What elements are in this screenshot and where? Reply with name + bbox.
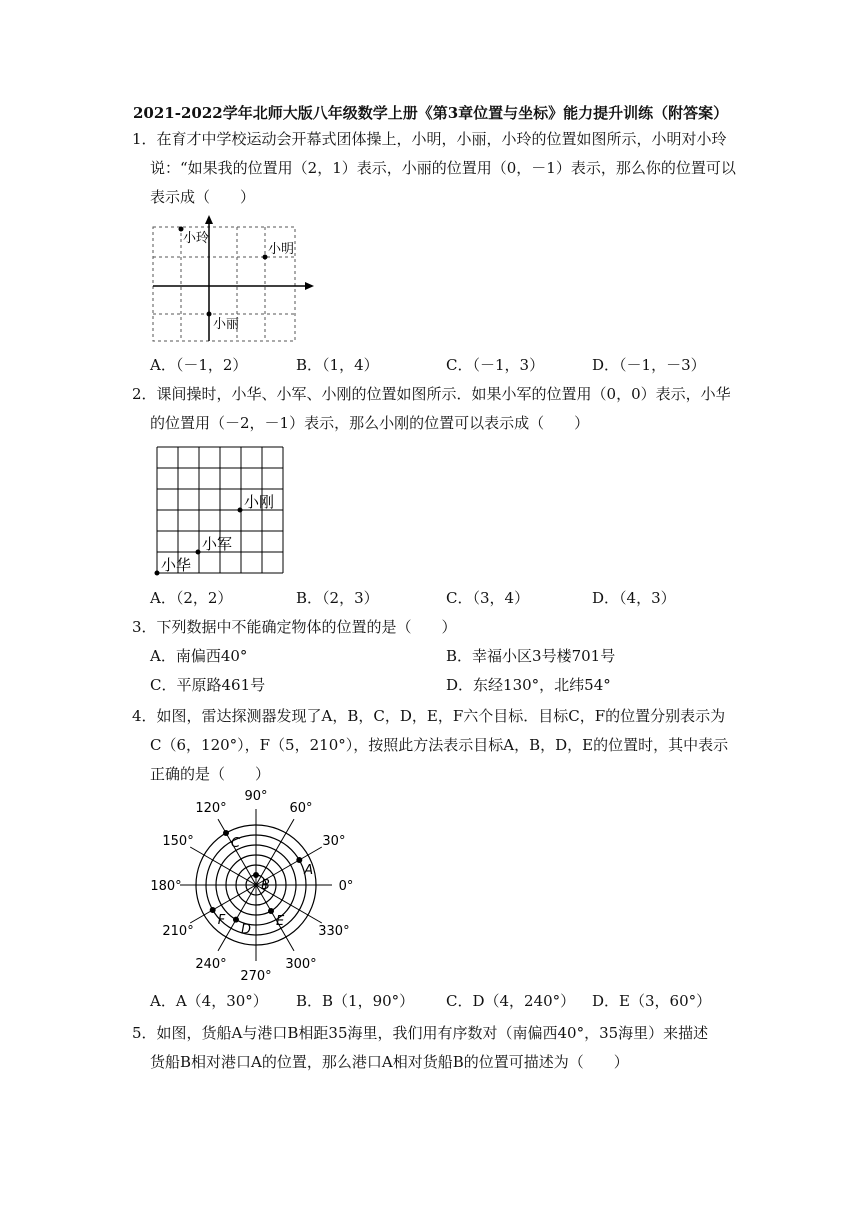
q2-stem-line1: 2．课间操时，小华、小军、小刚的位置如图所示．如果小军的位置用（0，0）表示，小华 [132,385,731,403]
q1-label-xiaoli: 小丽 [213,317,240,332]
q2-option-d: D．（4，3） [592,589,676,607]
q3-option-a: A．南偏西40° [150,647,248,665]
radar-target-label: F [217,913,226,928]
q2-label-xiaogang: 小刚 [244,493,275,511]
radar-angle-label: 90° [244,789,268,804]
q3-stem-line1: 3．下列数据中不能确定物体的位置的是（ ） [132,618,457,636]
q1-stem-line2: 说：“如果我的位置用（2，1）表示，小丽的位置用（0，－1）表示，那么你的位置可以 [150,159,736,177]
q2-figure-grid [150,440,290,580]
q1-stem-line1: 1．在育才中学校运动会开幕式团体操上，小明，小丽，小玲的位置如图所示，小明对小玲 [132,130,727,148]
q1-option-d: D．（－1，－3） [592,356,706,374]
radar-target-label: C [231,836,241,852]
page-title: 2021-2022学年北师大版八年级数学上册《第3章位置与坐标》能力提升训练（附答案） [133,104,729,122]
q2-option-a: A．（2，2） [150,589,233,607]
q1-label-xiaoming: 小明 [268,242,295,257]
radar-target-label: A [304,863,314,878]
radar-angle-label: 180° [150,879,182,894]
q4-radar-figure [150,790,365,985]
q4-stem-line3: 正确的是（ ） [150,765,271,783]
radar-target-label: D [241,922,252,938]
radar-angle-label: 150° [162,834,194,849]
q1-option-b: B．（1，4） [296,356,379,374]
radar-angle-label: 30° [322,834,346,849]
q5-stem-line2: 货船B相对港口A的位置，那么港口A相对货船B的位置可描述为（ ） [150,1053,629,1071]
radar-angle-label: 330° [318,924,350,939]
q1-option-c: C．（－1，3） [446,356,545,374]
q2-option-c: C．（3，4） [446,589,530,607]
radar-angle-label: 240° [195,956,227,972]
radar-target-label: E [276,913,285,929]
q3-option-d: D．东经130°，北纬54° [446,676,611,694]
radar-angle-label: 0° [338,879,354,894]
q4-option-c: C．D（4，240°） [446,992,576,1010]
radar-angle-label: 60° [289,801,313,817]
q1-label-xiaoling: 小玲 [183,231,210,246]
q2-label-xiaohua: 小华 [161,556,192,574]
q1-stem-line3: 表示成（ ） [150,188,256,206]
q2-option-b: B．（2，3） [296,589,379,607]
q2-label-xiaojun: 小军 [202,535,233,553]
q4-option-a: A．A（4，30°） [150,992,268,1010]
radar-target-point [210,907,216,913]
radar-target-point [296,857,302,863]
radar-angle-label: 300° [285,956,317,972]
q4-option-b: B．B（1，90°） [296,992,415,1010]
q3-option-c: C．平原路461号 [150,676,266,694]
radar-target-point [233,917,239,923]
q3-option-b: B．幸福小区3号楼701号 [446,647,616,665]
radar-target-point [268,908,274,914]
q2-stem-line2: 的位置用（－2，－1）表示，那么小刚的位置可以表示成（ ） [150,414,590,432]
q4-stem-line1: 4．如图，雷达探测器发现了A，B，C，D，E，F六个目标．目标C，F的位置分别表示为 [132,707,726,725]
q1-option-a: A．（－1，2） [150,356,248,374]
q5-stem-line1: 5．如图，货船A与港口B相距35海里，我们用有序数对（南偏西40°，35海里）来描述 [132,1024,709,1042]
radar-target-point [223,830,229,836]
radar-angle-label: 270° [240,969,272,984]
q4-stem-line2: C（6，120°），F（5，210°），按照此方法表示目标A，B，D，E的位置时，其中表示 [150,736,729,754]
q4-option-d: D．E（3，60°） [592,992,712,1010]
radar-target-label: B [261,878,270,893]
radar-target-point [253,872,259,878]
q1-figure-grid [150,213,320,345]
radar-angle-label: 120° [195,801,227,817]
radar-angle-label: 210° [162,924,194,939]
